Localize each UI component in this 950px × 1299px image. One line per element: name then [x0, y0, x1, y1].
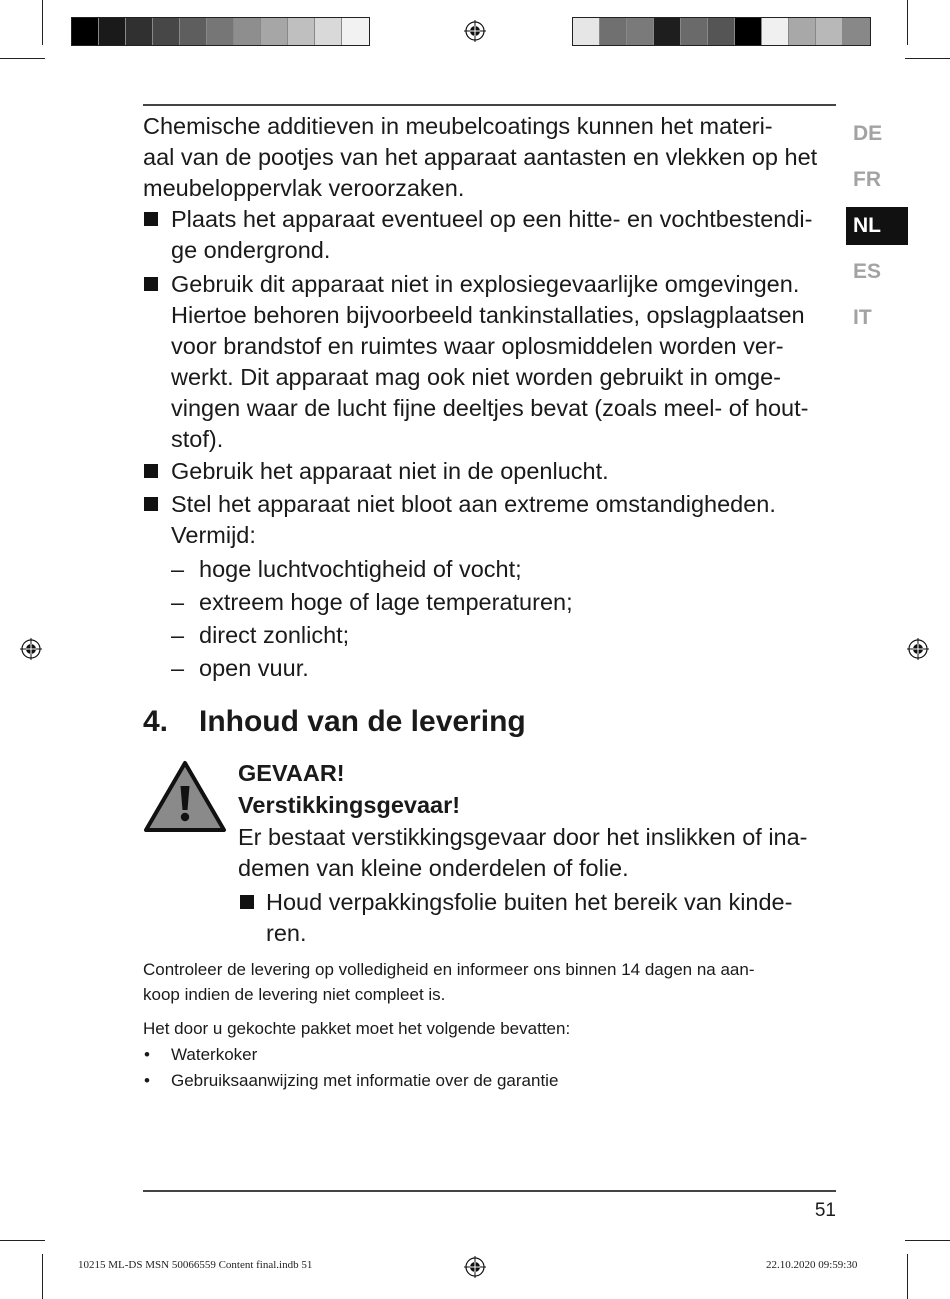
registration-mark-icon: [464, 20, 486, 42]
dash-bullet: –: [171, 655, 185, 681]
text-line: demen van kleine onderdelen of folie.: [238, 855, 629, 881]
color-swatch: [234, 18, 261, 45]
package-intro: Het door u gekochte pakket moet het volgende bevatten:: [143, 1019, 571, 1038]
color-swatch: [207, 18, 234, 45]
dash-bullet: –: [171, 556, 185, 582]
page-number: 51: [814, 1200, 836, 1221]
text-line: meubeloppervlak veroorzaken.: [143, 175, 465, 201]
color-swatch: [315, 18, 342, 45]
lang-tab-it[interactable]: IT: [853, 306, 872, 329]
text-line: Chemische additieven in meubelcoatings kunnen het materi-: [143, 113, 773, 139]
color-swatch: [600, 18, 627, 45]
color-swatch: [627, 18, 654, 45]
text-line: Vermijd:: [171, 522, 256, 548]
list-item: direct zonlicht;: [199, 622, 350, 648]
section-number: 4.: [143, 705, 169, 738]
bottom-divider: [143, 1190, 836, 1192]
color-swatch: [99, 18, 126, 45]
registration-mark-icon: [907, 638, 929, 660]
section-title: Inhoud van de levering: [199, 705, 526, 738]
text-line: Plaats het apparaat eventueel op een hitte- en vochtbestendi-: [171, 206, 813, 232]
color-swatch: [735, 18, 762, 45]
registration-mark-icon: [20, 638, 42, 660]
top-divider: [143, 104, 836, 106]
warning-signal-word: GEVAAR!: [238, 760, 345, 786]
text-line: Houd verpakkingsfolie buiten het bereik van kinde-: [266, 889, 793, 915]
color-swatch: [816, 18, 843, 45]
square-bullet-icon: [144, 497, 158, 511]
text-line: vingen waar de lucht fijne deeltjes bevat (zoals meel- of hout-: [171, 395, 809, 421]
text-line: Gebruik het apparaat niet in de openlucht.: [171, 458, 609, 484]
color-swatch: [573, 18, 600, 45]
text-line: Hiertoe behoren bijvoorbeeld tankinstallaties, opslagplaatsen: [171, 302, 805, 328]
color-swatch: [180, 18, 207, 45]
registration-mark-icon: [464, 1256, 486, 1278]
color-bar-right: [572, 17, 871, 46]
list-item: hoge luchtvochtigheid of vocht;: [199, 556, 522, 582]
print-datetime: 22.10.2020 09:59:30: [766, 1259, 858, 1271]
text-line: werkt. Dit apparaat mag ook niet worden gebruikt in omge-: [171, 364, 782, 390]
list-item: open vuur.: [199, 655, 309, 681]
lang-tab-nl[interactable]: NL: [846, 207, 908, 245]
square-bullet-icon: [144, 464, 158, 478]
lang-tab-de[interactable]: DE: [853, 122, 883, 145]
color-swatch: [288, 18, 315, 45]
list-item: Gebruiksaanwijzing met informatie over de garantie: [171, 1071, 559, 1090]
text-line: ge ondergrond.: [171, 237, 331, 263]
square-bullet-icon: [240, 895, 254, 909]
lang-tab-fr[interactable]: FR: [853, 168, 881, 191]
color-swatch: [72, 18, 99, 45]
color-swatch: [153, 18, 180, 45]
dash-bullet: –: [171, 589, 185, 615]
text-line: koop indien de levering niet compleet is.: [143, 985, 446, 1004]
list-item: extreem hoge of lage temperaturen;: [199, 589, 573, 615]
text-line: stof).: [171, 426, 224, 452]
lang-tab-es[interactable]: ES: [853, 260, 882, 283]
text-line: aal van de pootjes van het apparaat aantasten en vlekken op het: [143, 144, 818, 170]
warning-triangle-icon: [143, 760, 227, 833]
text-line: Stel het apparaat niet bloot aan extreme omstandigheden.: [171, 491, 776, 517]
color-bar-left: [71, 17, 370, 46]
print-file-info: 10215 ML-DS MSN 50066559 Content final.indb 51: [78, 1259, 313, 1271]
square-bullet-icon: [144, 212, 158, 226]
color-swatch: [789, 18, 816, 45]
color-swatch: [681, 18, 708, 45]
color-swatch: [708, 18, 735, 45]
text-line: Controleer de levering op volledigheid en informeer ons binnen 14 dagen na aan-: [143, 960, 755, 979]
color-swatch: [261, 18, 288, 45]
dash-bullet: –: [171, 622, 185, 648]
color-swatch: [126, 18, 153, 45]
dot-bullet: •: [144, 1071, 150, 1090]
text-line: Gebruik dit apparaat niet in explosiegevaarlijke omgevingen.: [171, 271, 800, 297]
list-item: Waterkoker: [171, 1045, 258, 1064]
color-swatch: [342, 18, 369, 45]
color-swatch: [762, 18, 789, 45]
dot-bullet: •: [144, 1045, 150, 1064]
color-swatch: [654, 18, 681, 45]
color-swatch: [843, 18, 870, 45]
text-line: ren.: [266, 920, 307, 946]
square-bullet-icon: [144, 277, 158, 291]
text-line: voor brandstof en ruimtes waar oplosmiddelen worden ver-: [171, 333, 784, 359]
warning-subtitle: Verstikkingsgevaar!: [238, 792, 461, 818]
text-line: Er bestaat verstikkingsgevaar door het inslikken of ina-: [238, 824, 808, 850]
